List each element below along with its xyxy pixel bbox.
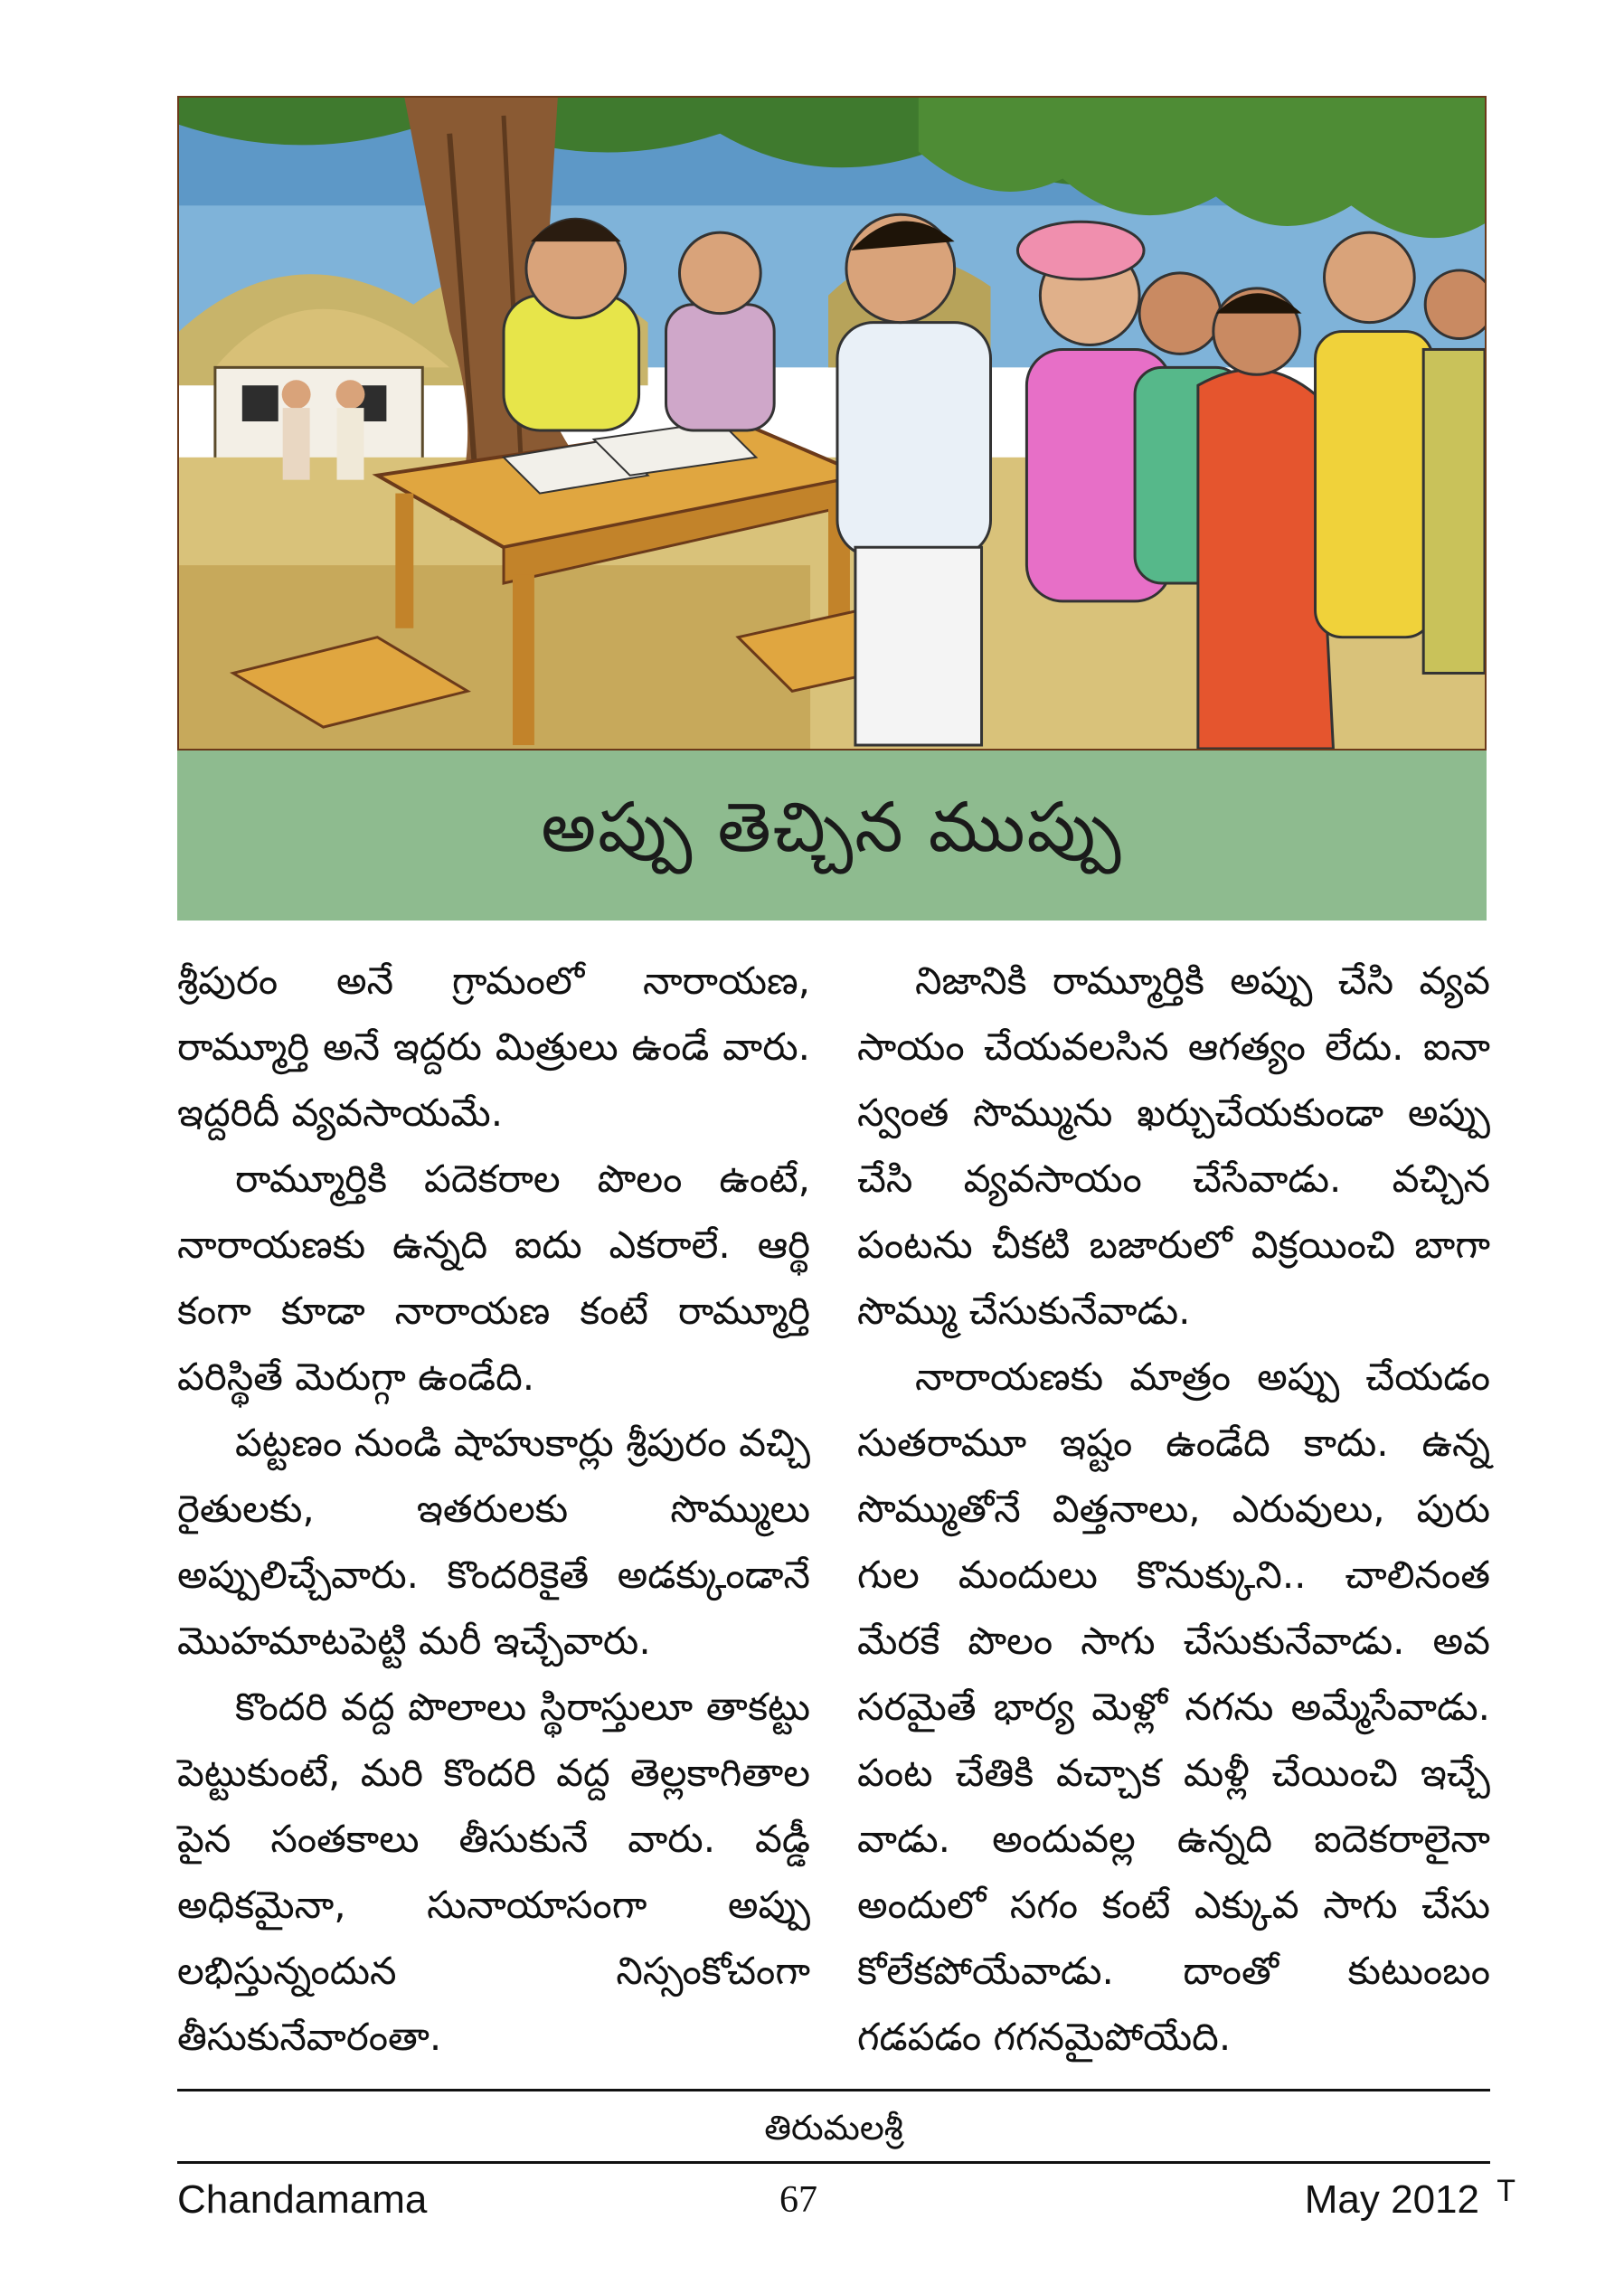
paragraph: రామ్మూర్తికి పదెకరాల పొలం ఉంటే, నారాయణకు ఉన్నది ఐదు ఎకరాలే. ఆర్థి కంగా కూడా నారాయణ కంటే రామ్మూర్తి పరిస్థితే మెరుగ్గా ఉండేది. — [177, 1157, 810, 1399]
story-body — [177, 948, 1490, 2069]
column-right — [857, 948, 1490, 2069]
column-left — [177, 948, 810, 2069]
issue-date: May 2012 — [1304, 2177, 1479, 2222]
paragraph: కొందరి వద్ద పొలాలు స్థిరాస్తులూ తాకట్టు పెట్టుకుంటే, మరి కొందరి వద్ద తెల్లకాగితాల పైన సంతకాలు తీసుకునే వారు. వడ్డీ అధికమైనా, సునాయాసంగా అప్పు లభిస్తున్నందున నిస్సంకోచంగా తీసుకునేవారంతా. — [177, 1685, 810, 2059]
paragraph: నారాయణకు మాత్రం అప్పు చేయడం సుతరామూ ఇష్టం ఉండేది కాదు. ఉన్న సొమ్ముతోనే విత్తనాలు, ఎరువులు, పురు గుల మందులు కొనుక్కుని.. చాలినంత మేరకే పొలం సాగు చేసుకునేవాడు. అవ సరమైతే భార్య మెళ్లో నగను అమ్మేసేవాడు. పంట చేతికి వచ్చాక మళ్లీ చేయించి ఇచ్చే వాడు. అందువల్ల ఉన్నది ఐదెకరాలైనా అందులో సగం కంటే ఎక్కువ సాగు చేసు కోలేకపోయేవాడు. దాంతో కుటుంబం గడపడం గగనమైపోయేది. — [857, 1355, 1490, 2059]
paragraph: శ్రీపురం అనే గ్రామంలో నారాయణ, రామ్మూర్తి అనే ఇద్దరు మిత్రులు ఉండే వారు. ఇద్దరిదీ వ్యవసాయమే. — [177, 958, 810, 1135]
paragraph: నిజానికి రామ్మూర్తికి అప్పు చేసి వ్యవ సాయం చేయవలసిన ఆగత్యం లేదు. ఐనా స్వంత సొమ్మును ఖర్చుచేయకుండా అప్పు చేసి వ్యవసాయం చేసేవాడు. వచ్చిన పంటను చీకటి బజారులో విక్రయించి బాగా సొమ్ము చేసుకునేవాడు. — [857, 958, 1490, 1333]
divider — [177, 2161, 1490, 2164]
page-number: 67 — [779, 2179, 817, 2221]
story-title: అప్పు తెచ్చిన ముప్పు — [541, 787, 1123, 867]
magazine-name: Chandamama — [177, 2177, 428, 2222]
author-name: తిరుమలశ్రీ — [764, 2108, 903, 2148]
story-title-band — [177, 751, 1487, 921]
village-market-illustration-icon — [179, 98, 1485, 749]
page-footer — [177, 2168, 1515, 2232]
divider — [177, 2089, 1490, 2091]
story-illustration — [177, 96, 1487, 751]
corner-mark: T — [1497, 2174, 1515, 2208]
paragraph: పట్టణం నుండి షాహుకార్లు శ్రీపురం వచ్చి రైతులకు, ఇతరులకు సొమ్ములు అప్పులిచ్చేవారు. కొందరికైతే అడక్కుండానే మొహమాటపెట్టి మరీ ఇచ్చేవారు. — [177, 1421, 810, 1663]
